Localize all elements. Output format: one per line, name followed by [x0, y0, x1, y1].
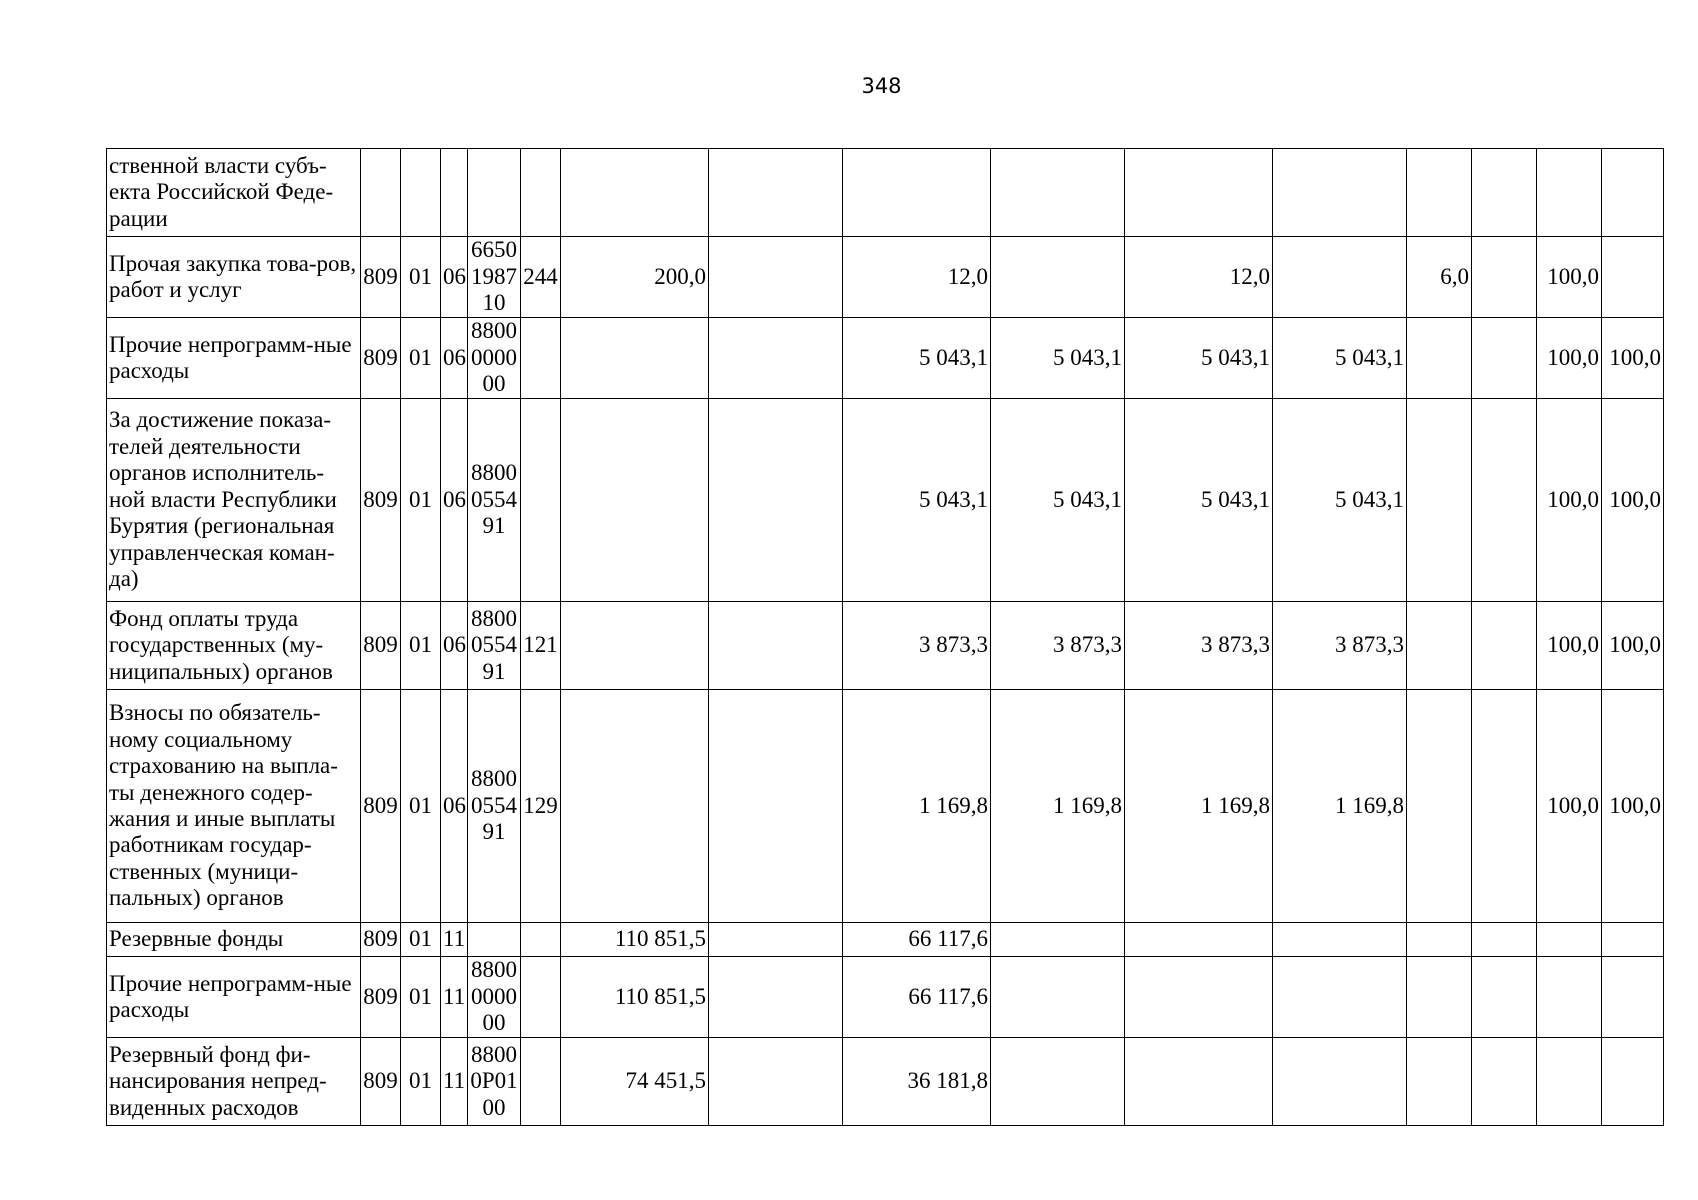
vr-cell: [521, 149, 561, 237]
pr-cell: 11: [441, 957, 468, 1038]
rz-cell: 01: [401, 923, 441, 957]
value-cell-2: [709, 690, 843, 923]
value-cell-8: [1472, 957, 1537, 1038]
value-cell-2: [709, 399, 843, 602]
rz-cell: 01: [401, 399, 441, 602]
value-cell-2: [709, 237, 843, 318]
vr-cell: [521, 923, 561, 957]
table-row: [107, 149, 1664, 237]
value-cell-3: [843, 149, 991, 237]
value-cell-2: [709, 149, 843, 237]
value-cell-1: 110 851,5: [561, 957, 709, 1038]
row-name: Фонд оплаты труда государственных (му-ниципальных) органов: [107, 602, 361, 690]
value-cell-8: [1472, 602, 1537, 690]
value-cell-4: [991, 1038, 1125, 1126]
value-cell-5: 12,0: [1125, 237, 1273, 318]
value-cell-9: 100,0: [1537, 690, 1602, 923]
value-cell-10: [1602, 149, 1664, 237]
pr-cell: 06: [441, 690, 468, 923]
value-cell-10: [1602, 923, 1664, 957]
value-cell-10: [1602, 237, 1664, 318]
pr-cell: 06: [441, 318, 468, 399]
value-cell-4: 5 043,1: [991, 399, 1125, 602]
table-row: [107, 1038, 1664, 1126]
value-cell-3: 66 117,6: [843, 923, 991, 957]
value-cell-3: 5 043,1: [843, 399, 991, 602]
value-cell-10: [1602, 957, 1664, 1038]
value-cell-8: [1472, 399, 1537, 602]
table-row: [107, 237, 1664, 318]
value-cell-6: [1273, 957, 1407, 1038]
value-cell-1: 110 851,5: [561, 923, 709, 957]
row-name: Прочая закупка това-ров, работ и услуг: [107, 237, 361, 318]
value-cell-10: [1602, 1038, 1664, 1126]
value-cell-7: [1407, 318, 1472, 399]
value-cell-10: 100,0: [1602, 399, 1664, 602]
value-cell-7: [1407, 690, 1472, 923]
value-cell-7: [1407, 923, 1472, 957]
csr-cell: 8800055491: [468, 399, 521, 602]
value-cell-4: 5 043,1: [991, 318, 1125, 399]
value-cell-1: [561, 602, 709, 690]
grbs-cell: 809: [361, 237, 401, 318]
pr-cell: [441, 149, 468, 237]
value-cell-4: 3 873,3: [991, 602, 1125, 690]
value-cell-6: [1273, 1038, 1407, 1126]
value-cell-6: 5 043,1: [1273, 318, 1407, 399]
page-number: 348: [861, 74, 902, 98]
vr-cell: [521, 957, 561, 1038]
value-cell-1: 74 451,5: [561, 1038, 709, 1126]
value-cell-10: 100,0: [1602, 602, 1664, 690]
value-cell-7: [1407, 602, 1472, 690]
row-name: Прочие непрограмм-ные расходы: [107, 957, 361, 1038]
value-cell-8: [1472, 237, 1537, 318]
rz-cell: 01: [401, 1038, 441, 1126]
table-row: [107, 399, 1664, 602]
csr-cell: [468, 923, 521, 957]
pr-cell: 06: [441, 399, 468, 602]
table-row: [107, 602, 1664, 690]
vr-cell: [521, 1038, 561, 1126]
value-cell-9: 100,0: [1537, 602, 1602, 690]
pr-cell: 11: [441, 1038, 468, 1126]
value-cell-8: [1472, 149, 1537, 237]
value-cell-6: 3 873,3: [1273, 602, 1407, 690]
value-cell-3: 5 043,1: [843, 318, 991, 399]
csr-cell: [468, 149, 521, 237]
value-cell-5: [1125, 957, 1273, 1038]
value-cell-6: 1 169,8: [1273, 690, 1407, 923]
value-cell-1: [561, 690, 709, 923]
pr-cell: 06: [441, 237, 468, 318]
rz-cell: 01: [401, 957, 441, 1038]
grbs-cell: 809: [361, 957, 401, 1038]
value-cell-7: [1407, 149, 1472, 237]
vr-cell: 121: [521, 602, 561, 690]
vr-cell: 244: [521, 237, 561, 318]
value-cell-1: [561, 399, 709, 602]
budget-table: [106, 148, 1664, 1126]
table-row: [107, 923, 1664, 957]
value-cell-2: [709, 1038, 843, 1126]
csr-cell: 8800000000: [468, 957, 521, 1038]
vr-cell: [521, 318, 561, 399]
row-name: Прочие непрограмм-ные расходы: [107, 318, 361, 399]
value-cell-10: 100,0: [1602, 690, 1664, 923]
value-cell-8: [1472, 1038, 1537, 1126]
pr-cell: 06: [441, 602, 468, 690]
value-cell-5: [1125, 923, 1273, 957]
value-cell-1: [561, 149, 709, 237]
value-cell-8: [1472, 923, 1537, 957]
value-cell-9: [1537, 923, 1602, 957]
row-name: Взносы по обязатель-ному социальному страхованию на выпла-ты денежного содер-жания и иные выплаты работникам государ-ственных (муници-пальных) органов: [107, 690, 361, 923]
csr-cell: 88000P0100: [468, 1038, 521, 1126]
value-cell-4: [991, 149, 1125, 237]
rz-cell: 01: [401, 237, 441, 318]
row-name: Резервные фонды: [107, 923, 361, 957]
grbs-cell: 809: [361, 399, 401, 602]
value-cell-2: [709, 957, 843, 1038]
value-cell-6: [1273, 923, 1407, 957]
value-cell-9: [1537, 1038, 1602, 1126]
value-cell-6: [1273, 237, 1407, 318]
value-cell-3: 3 873,3: [843, 602, 991, 690]
value-cell-3: 66 117,6: [843, 957, 991, 1038]
value-cell-2: [709, 318, 843, 399]
value-cell-4: [991, 957, 1125, 1038]
value-cell-6: [1273, 149, 1407, 237]
table-row: [107, 318, 1664, 399]
csr-cell: 6650198710: [468, 237, 521, 318]
value-cell-3: 36 181,8: [843, 1038, 991, 1126]
value-cell-5: 3 873,3: [1125, 602, 1273, 690]
value-cell-8: [1472, 318, 1537, 399]
value-cell-7: [1407, 957, 1472, 1038]
row-name: За достижение показа-телей деятельности органов исполнитель-ной власти Республики Бурятия (региональная управленческая коман-да): [107, 399, 361, 602]
value-cell-1: 200,0: [561, 237, 709, 318]
value-cell-3: 1 169,8: [843, 690, 991, 923]
value-cell-9: [1537, 957, 1602, 1038]
table-row: [107, 690, 1664, 923]
value-cell-9: 100,0: [1537, 318, 1602, 399]
value-cell-2: [709, 923, 843, 957]
value-cell-1: [561, 318, 709, 399]
grbs-cell: 809: [361, 690, 401, 923]
row-name: Резервный фонд фи-нансирования непред-виденных расходов: [107, 1038, 361, 1126]
value-cell-7: [1407, 399, 1472, 602]
csr-cell: 8800055491: [468, 690, 521, 923]
value-cell-5: [1125, 1038, 1273, 1126]
value-cell-7: 6,0: [1407, 237, 1472, 318]
rz-cell: [401, 149, 441, 237]
value-cell-5: [1125, 149, 1273, 237]
vr-cell: 129: [521, 690, 561, 923]
value-cell-2: [709, 602, 843, 690]
value-cell-5: 1 169,8: [1125, 690, 1273, 923]
vr-cell: [521, 399, 561, 602]
rz-cell: 01: [401, 690, 441, 923]
value-cell-5: 5 043,1: [1125, 399, 1273, 602]
table-row: [107, 957, 1664, 1038]
csr-cell: 8800000000: [468, 318, 521, 399]
value-cell-4: [991, 923, 1125, 957]
value-cell-7: [1407, 1038, 1472, 1126]
value-cell-3: 12,0: [843, 237, 991, 318]
value-cell-10: 100,0: [1602, 318, 1664, 399]
grbs-cell: 809: [361, 1038, 401, 1126]
grbs-cell: 809: [361, 318, 401, 399]
value-cell-4: 1 169,8: [991, 690, 1125, 923]
grbs-cell: [361, 149, 401, 237]
grbs-cell: 809: [361, 923, 401, 957]
value-cell-6: 5 043,1: [1273, 399, 1407, 602]
value-cell-9: [1537, 149, 1602, 237]
value-cell-8: [1472, 690, 1537, 923]
row-name: ственной власти субъ-екта Российской Феде-рации: [107, 149, 361, 237]
grbs-cell: 809: [361, 602, 401, 690]
value-cell-9: 100,0: [1537, 237, 1602, 318]
pr-cell: 11: [441, 923, 468, 957]
value-cell-9: 100,0: [1537, 399, 1602, 602]
value-cell-4: [991, 237, 1125, 318]
value-cell-5: 5 043,1: [1125, 318, 1273, 399]
csr-cell: 8800055491: [468, 602, 521, 690]
rz-cell: 01: [401, 602, 441, 690]
rz-cell: 01: [401, 318, 441, 399]
